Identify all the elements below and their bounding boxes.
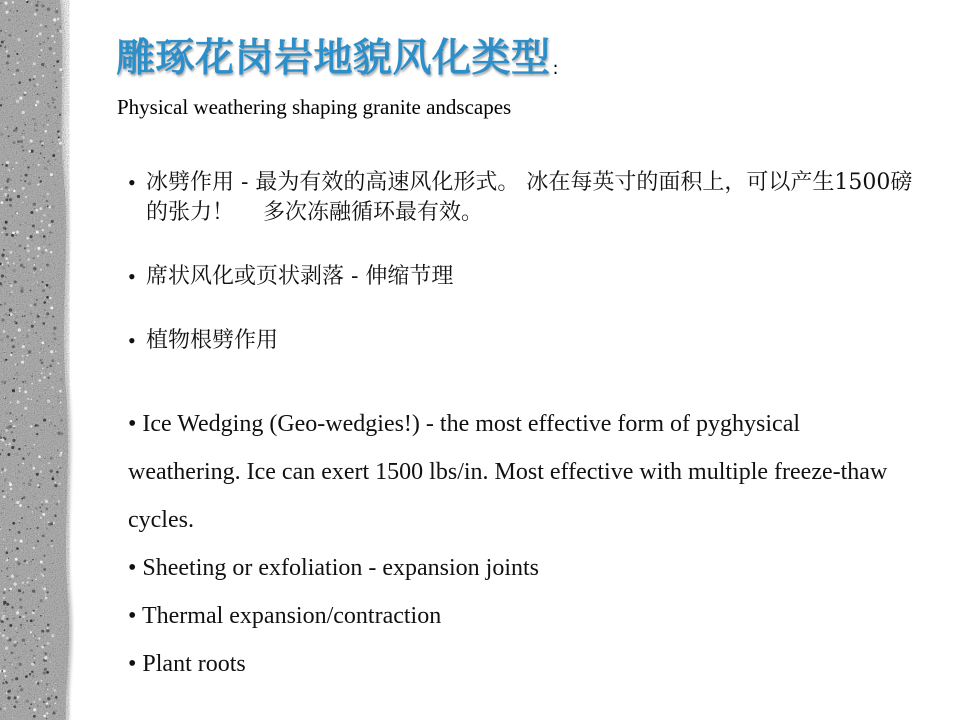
slide-subtitle: Physical weathering shaping granite andscapes [117,95,512,119]
bullet-marker: • [128,411,137,437]
english-bullet-sheeting [128,544,928,592]
bullet-marker: • [128,170,136,195]
bullet-marker: • [128,603,137,629]
bullet-text: 冰劈作用 - 最为有效的高速风化形式。 冰在每英寸的面积上，可以产生1500磅的张力！ 多次冻融循环最有效。 [146,170,913,225]
bullet-marker: • [128,264,136,289]
english-bullet-ice-wedging [128,400,908,544]
bullet-text: Thermal expansion/contraction [141,603,442,629]
chinese-bullet-list [128,168,918,356]
bullet-text: 植物根劈作用 [146,328,279,353]
chinese-bullet-plant-roots [128,326,918,356]
chinese-bullet-sheeting [128,262,918,292]
bullet-text: Sheeting or exfoliation - expansion joints [142,555,540,581]
bullet-text: Plant roots [142,651,246,677]
title-row [116,30,559,84]
granite-texture-image [0,0,74,720]
bullet-marker: • [128,651,137,677]
slide-title: 雕琢花岗岩地貌风化类型 [116,36,551,81]
bullet-text: Ice Wedging (Geo-wedgies!) - the most effective form of pyghysical weathering. Ice can exert 1500 lbs/in. Most effective with multiple freeze-thaw cycles. [128,411,888,533]
bullet-text: 席状风化或页状剥落 - 伸缩节理 [146,264,454,289]
bullet-marker: • [128,555,137,581]
english-bullet-plant-roots [128,640,928,688]
title-colon: : [552,58,559,79]
bullet-marker: • [128,328,136,353]
granite-texture-strip [0,0,74,720]
english-bullet-thermal [128,592,928,640]
chinese-bullet-ice-wedging [128,168,918,228]
english-bullet-list [128,400,928,688]
